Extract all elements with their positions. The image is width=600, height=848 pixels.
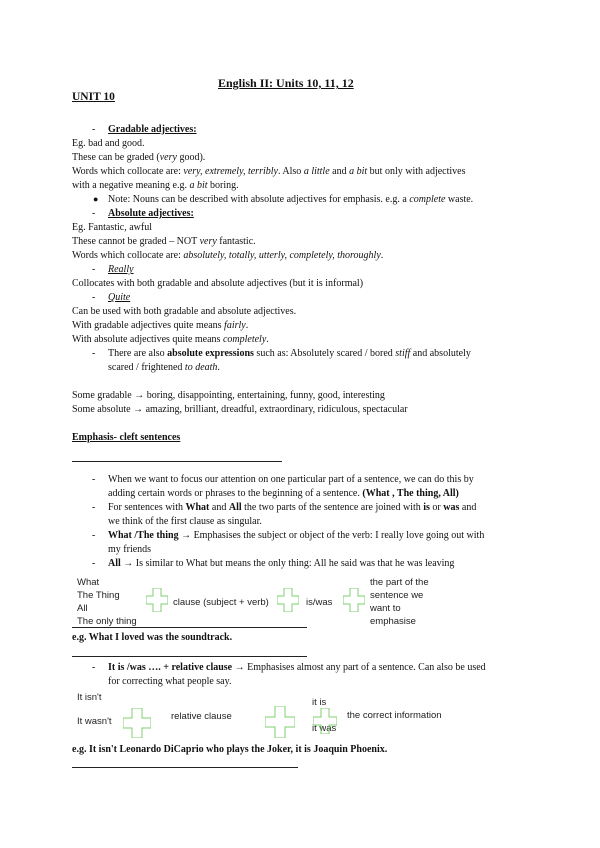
divider-line	[72, 627, 307, 628]
gradable-line-3: Words which collocate are: very, extremely, terribly. Also a little and a bit but only with adjectives	[72, 166, 466, 177]
cleft-example-2: e.g. It isn't Leonardo DiCaprio who plays the Joker, it is Joaquin Phoenix.	[72, 744, 388, 755]
bullet-dash: -	[92, 208, 96, 219]
diagram1-left-the-thing: The Thing	[77, 590, 120, 601]
bullet-dash: -	[92, 662, 96, 673]
really-heading: Really	[108, 264, 134, 275]
quite-heading: Quite	[108, 292, 131, 303]
bullet-dot: ●	[93, 194, 99, 204]
diagram1-left-all: All	[77, 603, 88, 614]
divider-line	[72, 767, 298, 768]
quite-line-3: With absolute adjectives quite means completely.	[72, 334, 269, 345]
absolute-expressions-line-2: scared / frightened to death.	[108, 362, 220, 373]
document-title: English II: Units 10, 11, 12	[218, 76, 354, 90]
bullet-dash: -	[92, 264, 96, 275]
cleft-heading: Emphasis- cleft sentences	[72, 432, 181, 443]
divider-line	[72, 461, 282, 462]
cleft-point-3-line-1: What /The thing → Emphasises the subject or object of the verb: I really love going out with	[108, 530, 485, 541]
bullet-dash: -	[92, 530, 96, 541]
absolute-list: Some absolute → amazing, brilliant, dreadful, extraordinary, ridiculous, spectacular	[72, 404, 408, 415]
diagram2-left-it-wasnt: It wasn't	[77, 716, 112, 727]
plus-icon	[265, 706, 295, 738]
gradable-line-4: with a negative meaning e.g. a bit boring.	[72, 180, 239, 191]
cleft-point-2-line-1: For sentences with What and All the two parts of the sentence are joined with is or was and	[108, 502, 477, 513]
plus-icon	[146, 588, 168, 612]
diagram2-relative-clause: relative clause	[171, 711, 232, 722]
cleft-point-5-line-2: for correcting what people say.	[108, 676, 232, 687]
bullet-dash: -	[92, 348, 96, 359]
absolute-example: Eg. Fantastic, awful	[72, 222, 152, 233]
diagram2-verb-it-is: it is	[312, 697, 327, 708]
plus-icon	[313, 708, 337, 734]
divider-line	[72, 656, 307, 657]
diagram1-right-3: want to	[370, 603, 401, 614]
diagram1-left-what: What	[77, 577, 100, 588]
diagram2-correct-info: the correct information	[347, 710, 442, 721]
quite-line-2: With gradable adjectives quite means fairly.	[72, 320, 249, 331]
diagram1-clause: clause (subject + verb)	[173, 597, 269, 608]
diagram1-right-1: the part of the	[370, 577, 429, 588]
diagram1-right-4: emphasise	[370, 616, 416, 627]
bullet-dash: -	[92, 474, 96, 485]
cleft-point-1-line-1: When we want to focus our attention on one particular part of a sentence, we can do this by	[108, 474, 474, 485]
absolute-line-2: These cannot be graded – NOT very fantastic.	[72, 236, 256, 247]
plus-icon	[123, 708, 151, 738]
absolute-heading: Absolute adjectives:	[108, 208, 194, 219]
gradable-line-2: These can be graded (very good).	[72, 152, 206, 163]
absolute-line-3: Words which collocate are: absolutely, totally, utterly, completely, thoroughly.	[72, 250, 384, 261]
gradable-list: Some gradable → boring, disappointing, entertaining, funny, good, interesting	[72, 390, 385, 401]
unit-heading: UNIT 10	[72, 91, 115, 103]
gradable-heading: Gradable adjectives:	[108, 124, 197, 135]
cleft-point-4: All → Is similar to What but means the only thing: All he said was that he was leaving	[108, 558, 455, 569]
gradable-note: Note: Nouns can be described with absolute adjectives for emphasis. e.g. a complete waste.	[108, 194, 474, 205]
cleft-point-5-line-1: It is /was …. + relative clause → Emphasises almost any part of a sentence. Can also be used	[108, 662, 486, 673]
cleft-example-1: e.g. What I loved was the soundtrack.	[72, 632, 233, 643]
diagram2-left-it-isnt: It isn't	[77, 692, 102, 703]
quite-line-1: Can be used with both gradable and absolute adjectives.	[72, 306, 297, 317]
bullet-dash: -	[92, 292, 96, 303]
cleft-point-2-line-2: we think of the first clause as singular.	[108, 516, 262, 527]
bullet-dash: -	[92, 124, 96, 135]
absolute-expressions-line-1: There are also absolute expressions such as: Absolutely scared / bored stiff and absolutely	[108, 348, 471, 359]
gradable-example: Eg. bad and good.	[72, 138, 145, 149]
cleft-point-1-line-2: adding certain words or phrases to the beginning of a sentence. (What , The thing, All)	[108, 488, 459, 499]
cleft-point-3-line-2: my friends	[108, 544, 152, 555]
diagram1-left-the-only-thing: The only thing	[77, 616, 137, 627]
diagram2-verb-it-was: it was	[312, 723, 337, 734]
plus-icon	[277, 588, 299, 612]
diagram1-verb: is/was	[306, 597, 333, 608]
really-line: Collocates with both gradable and absolute adjectives (but it is informal)	[72, 278, 364, 289]
diagram1-right-2: sentence we	[370, 590, 424, 601]
bullet-dash: -	[92, 502, 96, 513]
plus-icon	[343, 588, 365, 612]
bullet-dash: -	[92, 558, 96, 569]
